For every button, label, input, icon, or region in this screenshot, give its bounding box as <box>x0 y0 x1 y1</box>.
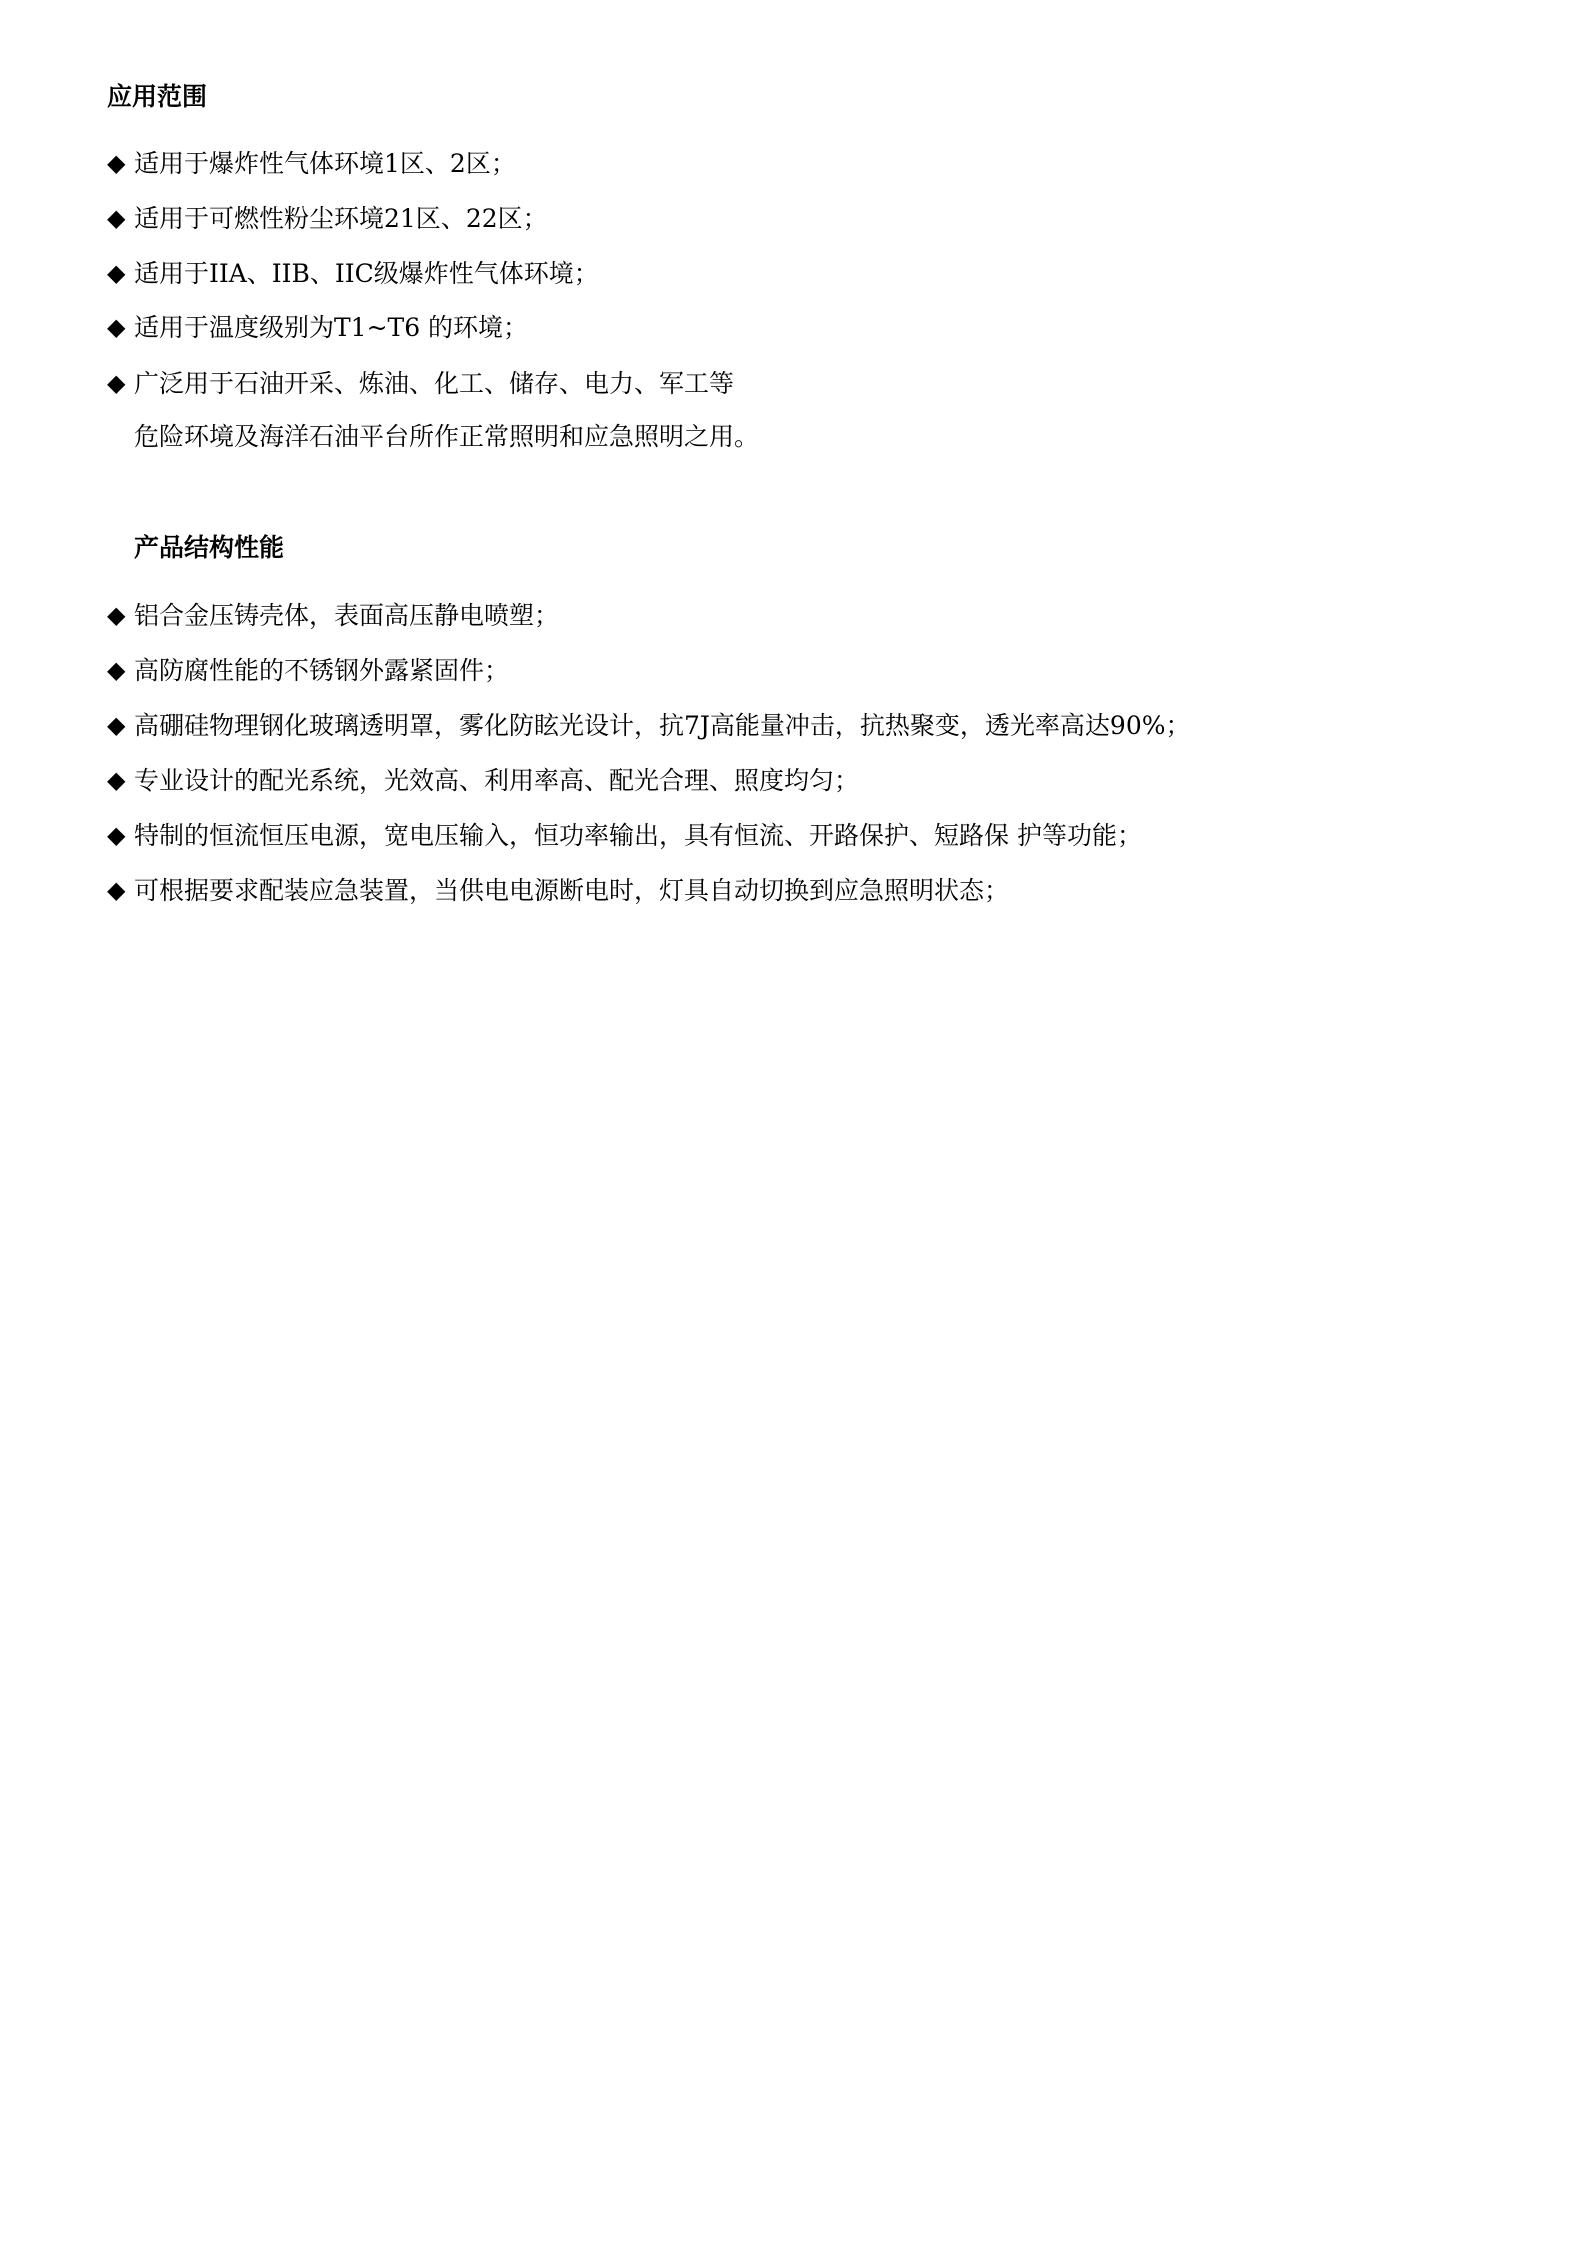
list-item-text: 适用于IIA、IIB、IIC级爆炸性气体环境； <box>134 259 599 288</box>
list-item <box>107 658 509 683</box>
list-item <box>107 713 1191 738</box>
list-item <box>107 371 734 396</box>
list-item <box>107 206 548 231</box>
diamond-bullet-icon: ◆ <box>107 711 126 739</box>
list-item-text: 铝合金压铸壳体，表面高压静电喷塑； <box>134 601 560 630</box>
list-item <box>107 603 559 628</box>
list-item-text: 适用于可燃性粉尘环境21区、22区； <box>134 204 548 233</box>
diamond-bullet-icon: ◆ <box>107 821 126 849</box>
list-item <box>107 823 1142 848</box>
list-item-text: 适用于爆炸性气体环境1区、2区； <box>134 149 516 178</box>
list-item <box>107 315 528 340</box>
diamond-bullet-icon: ◆ <box>107 369 126 397</box>
list-item <box>107 768 859 793</box>
diamond-bullet-icon: ◆ <box>107 601 126 629</box>
diamond-bullet-icon: ◆ <box>107 313 126 341</box>
list-item-continuation: 危险环境及海洋石油平台所作正常照明和应急照明之用。 <box>134 422 760 451</box>
diamond-bullet-icon: ◆ <box>107 259 126 287</box>
list-item <box>107 151 516 176</box>
section-heading-product-structure: 产品结构性能 <box>134 533 285 562</box>
list-item-text: 专业设计的配光系统，光效高、利用率高、配光合理、照度均匀； <box>134 766 860 795</box>
diamond-bullet-icon: ◆ <box>107 204 126 232</box>
list-item-text: 高防腐性能的不锈钢外露紧固件； <box>134 656 510 685</box>
diamond-bullet-icon: ◆ <box>107 876 126 904</box>
list-item-text: 适用于温度级别为T1~T6 的环境； <box>134 313 529 342</box>
list-item-text: 特制的恒流恒压电源，宽电压输入，恒功率输出，具有恒流、开路保护、短路保 护等功能； <box>134 821 1142 850</box>
list-item <box>107 878 1009 903</box>
diamond-bullet-icon: ◆ <box>107 656 126 684</box>
list-item-text: 高硼硅物理钢化玻璃透明罩，雾化防眩光设计，抗7J高能量冲击，抗热聚变，透光率高达90%； <box>134 711 1191 740</box>
diamond-bullet-icon: ◆ <box>107 149 126 177</box>
list-item <box>107 261 599 286</box>
list-item-text: 广泛用于石油开采、炼油、化工、储存、电力、军工等 <box>134 369 735 398</box>
list-item-text: 可根据要求配装应急装置，当供电电源断电时，灯具自动切换到应急照明状态； <box>134 876 1010 905</box>
section-heading-application-scope: 应用范围 <box>107 82 208 111</box>
diamond-bullet-icon: ◆ <box>107 766 126 794</box>
